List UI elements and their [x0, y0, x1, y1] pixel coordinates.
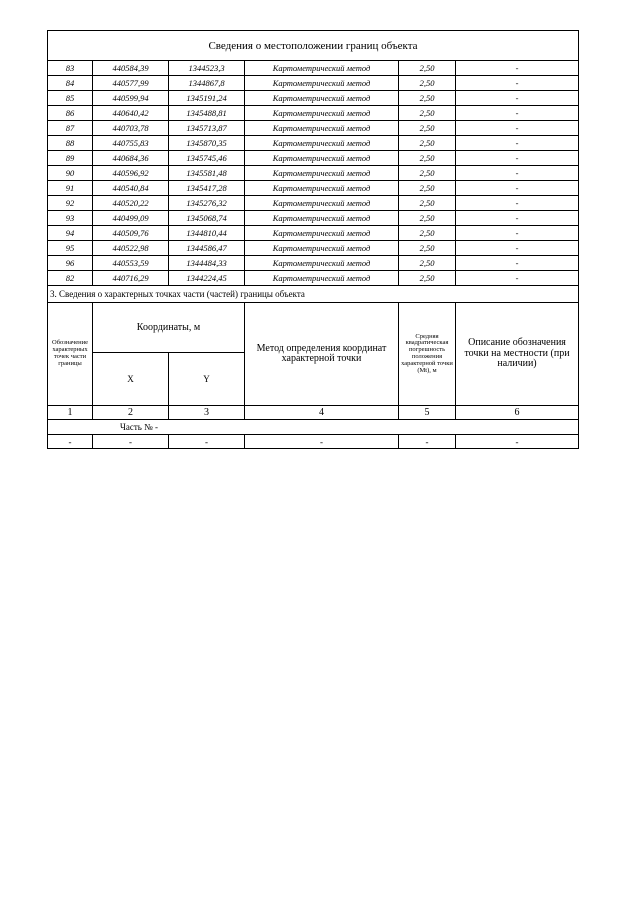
table-cell: - [93, 435, 169, 449]
header-row-top [48, 303, 579, 353]
point-number: 88 [48, 136, 93, 151]
coord-y: 1344224,45 [169, 271, 245, 286]
table-cell: - [456, 435, 579, 449]
mean-square-error: 2,50 [399, 91, 456, 106]
method: Картометрический метод [245, 91, 399, 106]
mean-square-error: 2,50 [399, 166, 456, 181]
point-number: 85 [48, 91, 93, 106]
coord-x: 440553,59 [93, 256, 169, 271]
method: Картометрический метод [245, 76, 399, 91]
coord-x: 440640,42 [93, 106, 169, 121]
table-cell: - [245, 435, 399, 449]
point-description: - [456, 256, 579, 271]
table-cell: - [399, 435, 456, 449]
point-description: - [456, 151, 579, 166]
point-number: 90 [48, 166, 93, 181]
mean-square-error: 2,50 [399, 121, 456, 136]
point-number: 87 [48, 121, 93, 136]
col-number: 4 [245, 406, 399, 420]
method: Картометрический метод [245, 211, 399, 226]
coord-x: 440577,99 [93, 76, 169, 91]
table-row [48, 211, 579, 226]
mean-square-error: 2,50 [399, 241, 456, 256]
table-row [48, 136, 579, 151]
table-row [48, 121, 579, 136]
section3-title: 3. Сведения о характерных точках части (частей) границы объекта [48, 286, 579, 303]
method: Картометрический метод [245, 136, 399, 151]
section3-title-row [48, 286, 579, 303]
coord-x: 440522,98 [93, 241, 169, 256]
point-number: 95 [48, 241, 93, 256]
point-description: - [456, 76, 579, 91]
table-row [48, 91, 579, 106]
coord-y: 1344484,33 [169, 256, 245, 271]
column-number-row [48, 406, 579, 420]
mean-square-error: 2,50 [399, 136, 456, 151]
coord-y: 1345417,28 [169, 181, 245, 196]
table-row [48, 106, 579, 121]
mean-square-error: 2,50 [399, 181, 456, 196]
method: Картометрический метод [245, 226, 399, 241]
point-description: - [456, 196, 579, 211]
mean-square-error: 2,50 [399, 211, 456, 226]
boundary-table [47, 30, 579, 449]
section-title-row [48, 31, 579, 61]
coord-y: 1345276,32 [169, 196, 245, 211]
coord-x: 440584,39 [93, 61, 169, 76]
method: Картометрический метод [245, 181, 399, 196]
coord-x: 440716,29 [93, 271, 169, 286]
table-row [48, 256, 579, 271]
coord-x: 440755,83 [93, 136, 169, 151]
table-row [48, 166, 579, 181]
mean-square-error: 2,50 [399, 151, 456, 166]
table-row [48, 61, 579, 76]
point-number: 82 [48, 271, 93, 286]
point-description: - [456, 211, 579, 226]
table-row [48, 151, 579, 166]
method: Картометрический метод [245, 106, 399, 121]
header-coordinates: Координаты, м [93, 303, 245, 353]
coord-y: 1345068,74 [169, 211, 245, 226]
point-description: - [456, 61, 579, 76]
coord-x: 440540,84 [93, 181, 169, 196]
coord-x: 440684,36 [93, 151, 169, 166]
table-row [48, 76, 579, 91]
coord-y: 1345870,35 [169, 136, 245, 151]
method: Картометрический метод [245, 271, 399, 286]
section-title: Сведения о местоположении границ объекта [48, 31, 579, 61]
coord-x: 440596,92 [93, 166, 169, 181]
point-number: 92 [48, 196, 93, 211]
col-number: 3 [169, 406, 245, 420]
header-method: Метод определения координат характерной точки [245, 303, 399, 406]
coord-x: 440509,76 [93, 226, 169, 241]
header-description: Описание обозначения точки на местности (при наличии) [456, 303, 579, 406]
table-row [48, 226, 579, 241]
mean-square-error: 2,50 [399, 106, 456, 121]
header-x: X [93, 353, 169, 406]
coord-y: 1344586,47 [169, 241, 245, 256]
coord-y: 1345713,87 [169, 121, 245, 136]
point-number: 96 [48, 256, 93, 271]
method: Картометрический метод [245, 196, 399, 211]
coord-y: 1345191,24 [169, 91, 245, 106]
coord-x: 440520,22 [93, 196, 169, 211]
method: Картометрический метод [245, 121, 399, 136]
empty-part-row [48, 435, 579, 449]
header-y: Y [169, 353, 245, 406]
coord-y: 1345581,48 [169, 166, 245, 181]
mean-square-error: 2,50 [399, 271, 456, 286]
coord-y: 1344867,8 [169, 76, 245, 91]
method: Картометрический метод [245, 151, 399, 166]
coord-y: 1345488,81 [169, 106, 245, 121]
mean-square-error: 2,50 [399, 196, 456, 211]
col-number: 6 [456, 406, 579, 420]
table-row [48, 241, 579, 256]
col-number: 2 [93, 406, 169, 420]
point-description: - [456, 271, 579, 286]
point-number: 84 [48, 76, 93, 91]
header-mean-square-error: Средняя квадратическая погрешность положения характерной точки (Mt), м [399, 303, 456, 406]
coord-x: 440599,94 [93, 91, 169, 106]
point-number: 93 [48, 211, 93, 226]
coord-y: 1344523,3 [169, 61, 245, 76]
point-description: - [456, 181, 579, 196]
table-row [48, 271, 579, 286]
table-cell: - [169, 435, 245, 449]
table-row [48, 181, 579, 196]
coord-y: 1345745,46 [169, 151, 245, 166]
coord-x: 440499,09 [93, 211, 169, 226]
header-point-designation: Обозначение характерных точек части границы [48, 303, 93, 406]
point-description: - [456, 91, 579, 106]
method: Картометрический метод [245, 166, 399, 181]
col-number: 1 [48, 406, 93, 420]
point-number: 89 [48, 151, 93, 166]
method: Картометрический метод [245, 61, 399, 76]
mean-square-error: 2,50 [399, 226, 456, 241]
point-description: - [456, 136, 579, 151]
table-cell: - [48, 435, 93, 449]
point-number: 94 [48, 226, 93, 241]
method: Картометрический метод [245, 241, 399, 256]
point-number: 83 [48, 61, 93, 76]
point-description: - [456, 121, 579, 136]
table-row [48, 196, 579, 211]
point-description: - [456, 226, 579, 241]
point-description: - [456, 106, 579, 121]
method: Картометрический метод [245, 256, 399, 271]
point-description: - [456, 166, 579, 181]
coord-x: 440703,78 [93, 121, 169, 136]
col-number: 5 [399, 406, 456, 420]
document-page [47, 30, 578, 449]
point-description: - [456, 241, 579, 256]
part-row [48, 420, 579, 435]
mean-square-error: 2,50 [399, 61, 456, 76]
mean-square-error: 2,50 [399, 256, 456, 271]
coord-y: 1344810,44 [169, 226, 245, 241]
mean-square-error: 2,50 [399, 76, 456, 91]
point-number: 91 [48, 181, 93, 196]
point-number: 86 [48, 106, 93, 121]
part-label: Часть № - [48, 420, 579, 435]
